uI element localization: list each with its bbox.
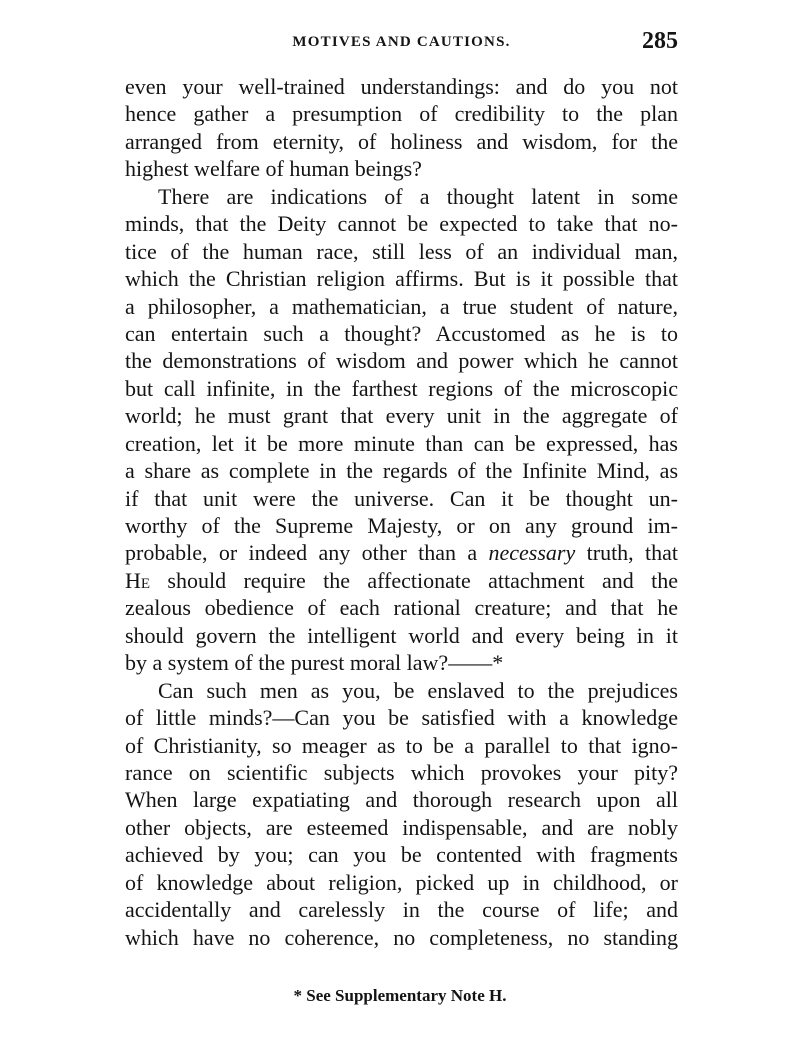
text-line: which the Christian religion affirms. But is it possible that (125, 266, 678, 292)
text-line: rance on scientific subjects which provokes your pity? (125, 759, 678, 785)
text-segment: probable, or indeed any other than a (125, 540, 478, 566)
text-line: world; he must grant that every unit in the aggregate of (125, 403, 678, 429)
text-line: if that unit were the universe. Can it be thought un- (125, 485, 678, 511)
text-segment: truth, that (586, 540, 678, 566)
text-line: but call infinite, in the farthest regions of the microscopic (125, 375, 678, 401)
paragraph-start-line: Can such men as you, be enslaved to the prejudices (158, 677, 678, 703)
text-line: creation, let it be more minute than can be expressed, has (125, 430, 678, 456)
text-line: can entertain such a thought? Accustomed as he is to (125, 320, 678, 346)
page-number: 285 (642, 28, 678, 54)
text-line: should govern the intelligent world and every being in it (125, 622, 678, 648)
text-line: of knowledge about religion, picked up in childhood, or (125, 869, 678, 895)
text-line: by a system of the purest moral law?——* (125, 650, 504, 676)
text-line: of Christianity, so meager as to be a parallel to that igno- (125, 732, 678, 758)
footnote: * See Supplementary Note H. (293, 986, 507, 1005)
text-line: achieved by you; can you be contented with fragments (125, 842, 678, 868)
text-line: even your well-trained understandings: and do you not (125, 74, 678, 99)
text-line: arranged from eternity, of holiness and wisdom, for the (125, 128, 678, 154)
text-line: of little minds?—Can you be satisfied with a knowledge (125, 705, 678, 731)
text-line: the demonstrations of wisdom and power which he cannot (125, 348, 678, 374)
text-line: highest welfare of human beings? (125, 156, 422, 182)
text-line: which have no coherence, no completeness, no standing (125, 924, 678, 950)
text-line-with-small-caps (125, 567, 678, 594)
paragraph-start-line: There are indications of a thought latent in some (158, 183, 678, 209)
small-caps-pronoun: He (125, 567, 151, 593)
italic-word: necessary (488, 540, 576, 566)
text-line: accidentally and carelessly in the course of life; and (125, 897, 678, 923)
text-line: tice of the human race, still less of an individual man, (125, 238, 678, 264)
text-line: worthy of the Supreme Majesty, or on any ground im- (125, 513, 678, 538)
text-line: a share as complete in the regards of the Infinite Mind, as (125, 458, 678, 484)
body-text (125, 73, 678, 951)
text-line: a philosopher, a mathematician, a true student of nature, (125, 293, 678, 319)
running-head (125, 30, 678, 60)
text-line: hence gather a presumption of credibility to the plan (125, 101, 678, 127)
text-line-with-italic (125, 539, 678, 566)
running-title: MOTIVES AND CAUTIONS. (292, 34, 511, 50)
text-line: minds, that the Deity cannot be expected to take that no- (125, 211, 678, 237)
text-segment: should require the affectionate attachment and the (167, 567, 678, 593)
text-line: zealous obedience of each rational creature; and that he (125, 595, 678, 621)
text-line: When large expatiating and thorough research upon all (125, 787, 678, 813)
text-line: other objects, are esteemed indispensable, and are nobly (125, 814, 678, 840)
